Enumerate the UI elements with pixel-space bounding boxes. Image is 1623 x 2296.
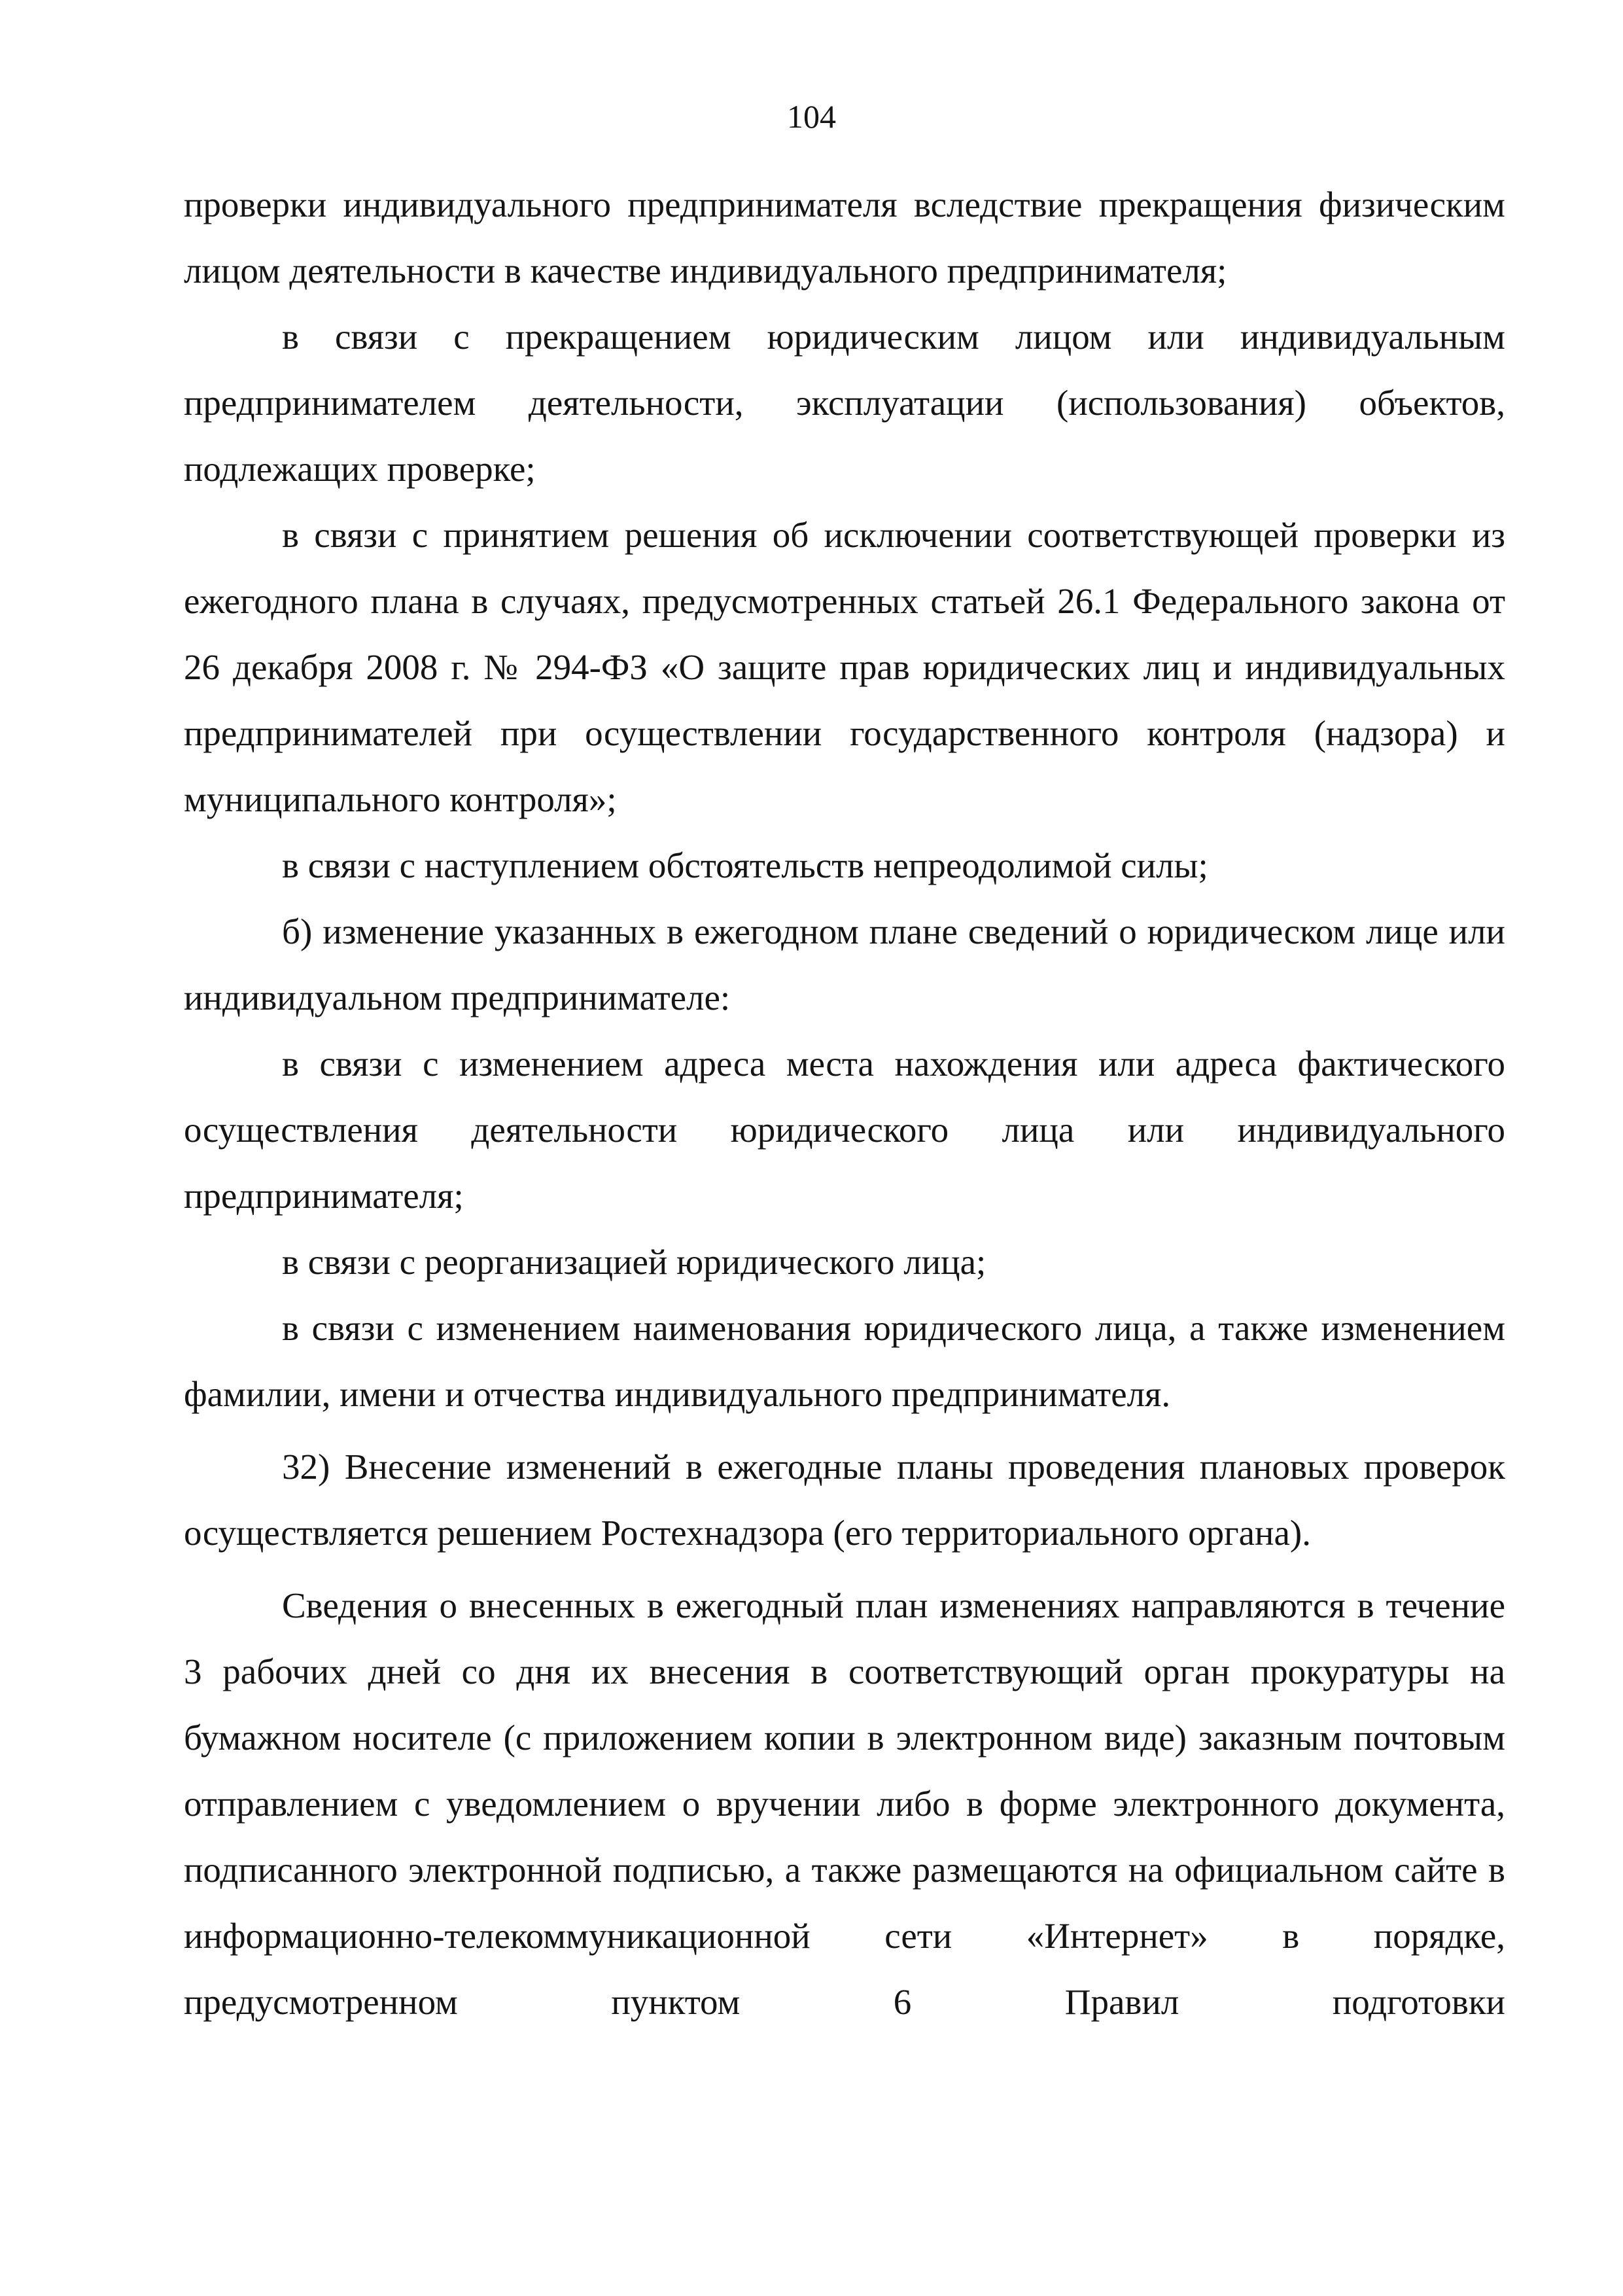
paragraph-termination-activity: в связи с прекращением юридическим лицом или индивидуальным предпринимателем деятельности, эксплуатации (использования) объектов, подлежащих проверке; (184, 317, 1505, 489)
paragraph-reorganization: в связи с реорганизацией юридического лица; (282, 1242, 986, 1282)
paragraph-address-change: в связи с изменением адреса места нахождения или адреса фактического осуществления деятельности юридического лица или индивидуального предпринимателя; (184, 1044, 1505, 1216)
paragraph-item-b: б) изменение указанных в ежегодном плане сведений о юридическом лице или индивидуальном предпринимателе: (184, 911, 1505, 1017)
page-number: 104 (787, 98, 836, 135)
paragraph-name-change: в связи с изменением наименования юридического лица, а также изменением фамилии, имени и отчества индивидуального предпринимателя. (184, 1308, 1505, 1414)
paragraph-item-32: 32) Внесение изменений в ежегодные планы проведения плановых проверок осуществляется решением Ростехнадзора (его территориального органа). (184, 1447, 1505, 1553)
paragraph-force-majeure: в связи с наступлением обстоятельств непреодолимой силы; (282, 845, 1208, 885)
paragraph-continuation: проверки индивидуального предпринимателя вследствие прекращения физическим лицом деятельности в качестве индивидуального предпринимателя; (184, 185, 1505, 291)
paragraph-exclusion-decision: в связи с принятием решения об исключении соответствующей проверки из ежегодного плана в случаях, предусмотренных статьей 26.1 Федерального закона от 26 декабря 2008 г. № 294-ФЗ «О защите прав юридических лиц и индивидуальных предпринимателей при осуществлении государственного контроля (надзора) и муниципального контроля»; (184, 515, 1505, 819)
paragraph-changes-info: Сведения о внесенных в ежегодный план изменениях направляются в течение 3 рабочих дней со дня их внесения в соответствующий орган прокуратуры на бумажном носителе (с приложением копии в электронном виде) заказным почтовым отправлением с уведомлением о вручении либо в форме электронного документа, подписанного электронной подписью, а также размещаются на официальном сайте в информационно-телекоммуникационной сети «Интернет» в порядке, предусмотренном пунктом 6 Правил подготовки (184, 1585, 1505, 2022)
body-text (184, 171, 1505, 2035)
